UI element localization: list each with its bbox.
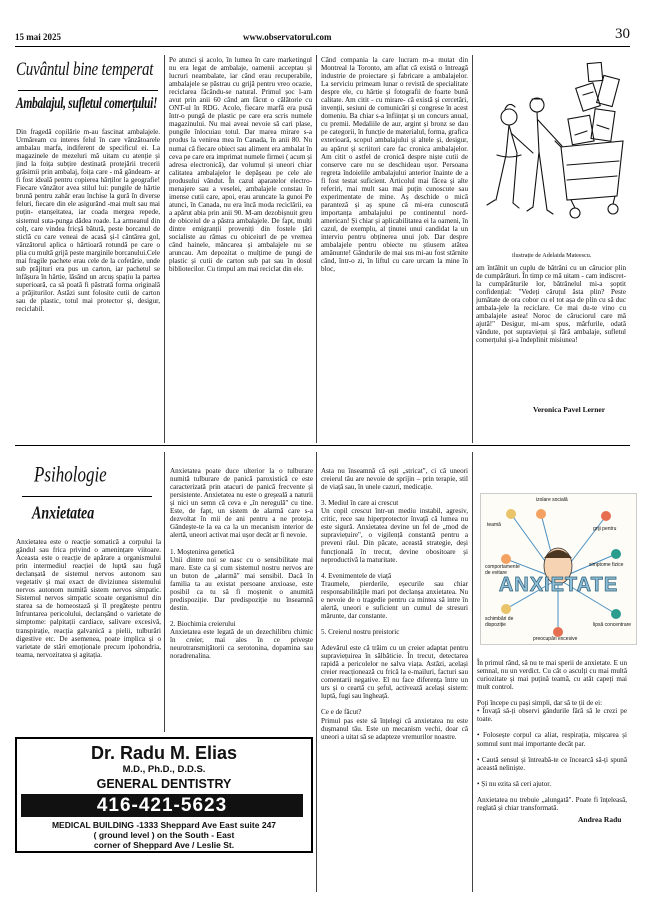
column-divider [316, 452, 317, 892]
issue-date: 15 mai 2025 [15, 32, 61, 42]
section-title-psihologie: Psihologie [34, 462, 107, 487]
column-divider [164, 55, 165, 443]
article2-author: Andrea Radu [578, 815, 622, 824]
article2-col3-text: Asta nu înseamnă că ești „stricat", ci că uneori creierul tău are nevoie de sprijin – prin terapie, stil de viață sau, în unele cazuri, medicație. 3. Mediul în care ai crescut Un copil crescut într-un mediu instabil, agresiv, critic, rece sau hiperprotector învață că lumea nu este sigură. Anxietatea devine un fel de „mod de supraviețuire", o vigilență constantă pentru a preveni răul. Din păcate, această strategie, deși funcțională în trecut, devine obositoare și neproductivă la maturitate. 4. Evenimentele de viață Traumele, pierderile, eșecurile sau chiar responsabilitățile mari pot declanșa anxietatea. Nu e nevoie de o tragedie pentru ca mintea să intre în alertă, uneori e suficient un cumul de stresuri mărunte, dar constante. 5. Creierul nostru preistoric Adevărul este că trăim cu un creier adaptat pentru supraviețuirea în sălbăticie. În trecut, detectarea rapidă a pericolelor ne salva viața. Astăzi, același creier reacționează cu frică la e-mailuri, facturi sau comentarii negative. El nu face diferența între un urs și o ceartă cu șeful, activează același sistem: luptă, fugi sau îngheață. Ce e de făcut? Primul pas este să înțelegi că anxietatea nu este dușmanul tău. Este un mecanism vechi, doar că uneori a uitat să se adapteze vremurilor noastre. [321, 467, 468, 741]
illustration-caption: ilustrație de Adelaida Mateescu. [512, 252, 592, 259]
infographic-label: griji pentru [593, 526, 617, 532]
anxiety-infographic [480, 493, 637, 645]
article1-column-4 [476, 264, 626, 394]
article2-column-2 [170, 459, 313, 729]
column-divider [472, 55, 473, 443]
article1-col2-text: Pe atunci și acolo, în lumea în care marketingul nu era legat de ambalaje, oamenii acceptau și lucruri neambalate, iar când erau recuperabile, ambalajele se păstrau cu grijă pentru vreo ocazie, reciclarea făcându-se natural. Primul șoc l-am avut prin anii 60 când am făcut o călătorie cu ONT-ul în RDG. Acolo, fiecare marfă era pusă într-o pungă de plastic pe care era scris numele magazinului. Nu mai aveai nevoie să cari plase, pungile înlocuiau totul. Dar marea mirare s-a produs la venirea mea în Canada, în anii 80. Nu numai că fiecare obiect sau aliment era ambalat în ceva pe care era imprimat numele firmei ( acum și adresa electronică), dar volumul și uneori chiar calitatea ambalajelor le depășeau pe cele ale produsului vândut. În cazul aparatelor electro-menajere sau a veselei, ambalajele constau în imense cutii care, apoi, erau aruncate la gunoi Pe atunci, în Canada, nu era încă moda reciclării, ea a apărut abia prin anii 90. M-am dezobișnuit greu de obiceiul de a păstra ambalajele. De fapt, mulți dintre emigranții proveniți din fostele țări socialiste au rămas cu obiceiurl de pe vremea când hainele, mâncarea și ambalajele nu se aruncau. Am depozitat o mulțime de pungi de plastic și cutii de carton sub pat sau în dosul bibliotecilor. Cu timpul am mai reciclat din ele. [169, 56, 312, 274]
infographic-label: izolare socială [536, 497, 568, 503]
article1-author: Veronica Pavel Lerner [533, 405, 606, 414]
infographic-label: schimbări de dispoziție [485, 616, 514, 628]
infographic-label: teamă [487, 522, 501, 528]
article-title-anxietatea: Anxietatea [32, 504, 95, 524]
article2-col2-text: Anxietatea poate duce ulterior la o tulburare numită tulburare de panică paroxistică ce este caracterizată prin atacuri de panică frecvente și persistente. Anxietatea nu este o greșeală a naturii și nici un semn că ceva e „în neregulă" cu tine. Este, de fapt, un sistem de alarmă care s-a dezvoltat în mii de ani pentru a ne proteja. Gândește-te la ea ca la un mecanism interior de alertă, uneori activat mai ușor decât ar fi nevoie. 1. Moștenirea genetică Unii dintre noi se nasc cu o sensibilitate mai mare. Este ca și cum sistemul nostru nervos are un buton de „alarmă" mai sensibil. Dacă în familia ta au existat persoane anxioase, este posibil ca tu să fi moștenit o anumită predispoziție. Dar predispoziție nu înseamnă destin. 2. Biochimia creierului Anxietatea este legată de un dezechilibru chimic în creier, mai ales în ce privește neurotransmițătorii ca serotonina, dopamina sau noradrenalina. [170, 467, 313, 661]
page-header [15, 26, 630, 46]
column-divider [472, 452, 473, 892]
article1-column-3 [321, 56, 468, 442]
article2-column-4 [477, 651, 627, 811]
site-url[interactable]: www.observatorul.com [243, 32, 332, 42]
article-divider [15, 445, 630, 446]
article2-column-1 [16, 538, 161, 734]
column-divider [164, 452, 165, 732]
article1-col3-text: Când compania la care lucram m-a mutat din Montreal la Toronto, am aflat că există o întreagă industrie de proiectare și fabricare a ambalajelor. La serviciu primeam lunar o revistă de specialitate despre ele, cu hârtie și fotografii de foarte bună calitate. Am citit - cu mirare- că există și cercetări, invenții, sesiuni de comunicări și congrese în acest domeniu. Ba chiar s-a înființat și un concurs anual, cu premii. Medaliile de aur, argint și bronz se dau pe categorii, în funcție de materialul, forma, grafica exterioară, scopul ambalajului și altele și, desigur, au apărut și scriitori care fac cronica ambalajelor. Am citit o astfel de cronică despre niște cutii de conserve care nu se deschideau ușor. Persoana regreta îndoielile ambalajului anterior înainte de a fi fost testat suficient. Articolul mai făcea și alte referiri, mai mult sau mai puțin cunoscute sau experimentate de mine. Aș deschide o mică paranteză și aș spune că mi-era cunoscută importanța ambalajului pe continentul nord-american! Și chiar și aplicabilitatea ei la oameni, în cazul, de exemplu, al ținutei unui candidat la un interviu pentru obținerea unui job. Dar despre ambalajele pentru obiecte nu știusem atâtea amănunte! Gândurile de mai sus mi-au fost stârnite când, într-o zi, în liftul cu care urcam la mine în bloc, [321, 56, 468, 274]
ad-specialty: GENERAL DENTISTRY [96, 777, 232, 791]
article1-col1-text: Din fragedă copilărie m-au fascinat ambalajele. Urmăream cu interes felul în care vânzătoarele ambalau marfa, indiferent de specificul ei. La magazinele de mezeluri mă uitam cu atenție și jind la foița subțire destinată protejării trecerii grăsimii prin ambalaj, foița care - mă gândeam- ar fi fost ideală pentru copierea hărților la geografie! Fiecare vânzător avea stilul lui: pungile de hârtie brună pentru zahăr erau închise la gură în diverse feluri, fiecare din ele asigurând -mai mult sau mai puțin- etanșeitatea, iar coada mergea repede, sistemul suta-punga dădea roade. La armeanul din colț, care vindea fricșă bătută, peste borcanul de sticlă cu care veneai de acasă și-l cântărea gol, vânzătorul aplica o hârtioară rotundă pe care o plia cu multă grijă peste marginile borcanului.Cele mai fragile pachete erau cele de la cofetărie, unde sub prăjituri era pus un carton, iar pachetul se înfășura în hârtie, lăsând un arcuș spațiu la partea superioară, ca să poată fi păstrată forma originală a prăjiturilor. Astăzi sunt folosite cutii de carton sau de plastic, totul mai protector și, desigur, reciclabil. [16, 128, 160, 314]
ad-doctor-name: Dr. Radu M. Elias [90, 743, 238, 763]
ad-degrees: M.D., Ph.D., D.D.S. [122, 764, 206, 775]
header-rule [15, 46, 630, 47]
illustration-couple-cart [475, 55, 635, 245]
ad-address-line-2: ( ground level ) on the South - East [93, 830, 235, 840]
page-number: 30 [615, 26, 630, 42]
title-underline [18, 90, 158, 91]
ad-phone[interactable]: 416-421-5623 [21, 794, 303, 817]
dentist-advertisement [15, 737, 313, 853]
article2-col4-text: În primul rând, să nu te mai sperii de anxietate. E un semnal, nu un verdict. Cu cât o asculți cu mai multă curiozitate și mai puțină teamă, cu atât capeți mai mult control. Poți începe cu pași simpli, dar să te ții de ei: • Învață să-ți observi gândurile fără să le crezi pe toate. • Folosește corpul ca aliat, respirația, mișcarea și somnul sunt mai importante decât par. • Caută sensul și întreabă-te ce încearcă să-ți spună această neliniște. • Și nu ezita să ceri ajutor. Anxietatea nu trebuie „alungată". Poate fi înțeleasă, reglată și chiar transformată. [477, 659, 627, 811]
ad-address-line-3: corner of Sheppard Ave / Leslie St. [93, 840, 235, 850]
ad-address-line-1: MEDICAL BUILDING -1333 Sheppard Ave East suite 247 [51, 820, 277, 830]
infographic-label: preocupări excesive [533, 636, 578, 642]
title-underline [22, 496, 152, 497]
article1-col4-text: am întâlnit un cuplu de bătrâni cu un cărucior plin de cumpărături. În timp ce mă uitam - cam indiscret- la cumpărăturile lor, bătrânelul mi-a șoptit confidențial: "Vedeți căruțul ăsta plin? Peste jumătate de ora cobor cu el tot așa de plin cu să duc ambala-jele la reciclare. Ce mai du-te vino cu ambalajele astea! Noroc de căruciorul care mă ajută!" Desigur, mi-am spus, mărfurile, odată vândute, pot supraviețui și fără ambalaje, sufletul comerțului și-a îndeplinit misiunea! [476, 264, 626, 345]
article1-column-1 [16, 128, 160, 440]
infographic-label: comportamente de evitare [485, 564, 520, 576]
infographic-title: ANXIETATE [498, 574, 619, 596]
infographic-label: lipsă concentrare [593, 622, 632, 628]
article-title-ambalajul: Ambalajul, sufletul comerțului! [16, 96, 158, 113]
article2-column-3 [321, 459, 468, 859]
column-divider [316, 55, 317, 443]
article2-col1-text: Anxietatea este o reacție somatică a corpului la gândul sau frica privind o amenințare viitoare. Aceasta este o reacție de apărare a organismului prin intermediul reacției de luptă sau fugă declanșată de sistemul nervos autonom sau vegetativ și mai exact de diviziunea sistemului nervos autonom numită sistem nervos simpatic. Sistemul nervos simpatic scoate organismul din starea sa de homeostază și îl pregătește pentru înfruntarea pericolului, declanșând o varietate de simptome: palpitații cardiace, salivare excesivă, transpirație, reacția galvanică a pielii, tulburări digestive etc. De asemenea, poate implica și o varietate de stări emoționale precum ipohondria, teama, nervozitatea și agitația. [16, 538, 161, 659]
section-title-cuvantul: Cuvântul bine temperat [16, 60, 154, 80]
infographic-label: simptome fizice [589, 562, 624, 568]
article1-column-2 [169, 56, 312, 442]
